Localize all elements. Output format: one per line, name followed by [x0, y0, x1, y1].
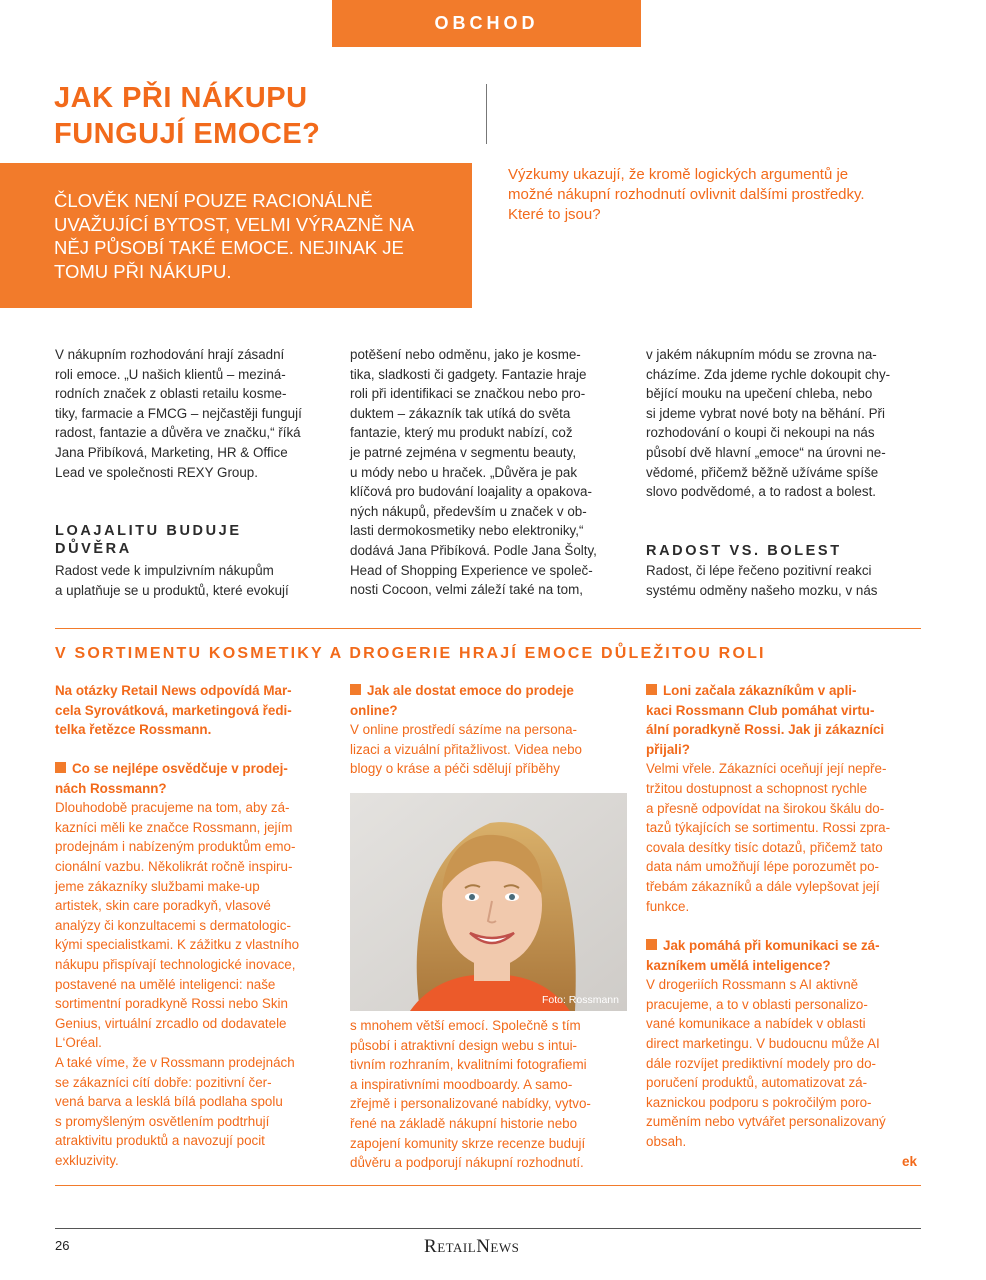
text-line: Radost vede k impulzivním nákupům: [55, 563, 274, 578]
answer-line: exkluzivity.: [55, 1152, 119, 1168]
footer-rule: [55, 1228, 921, 1229]
text-line: slovo podvědomé, a to radost a bolest.: [646, 484, 877, 500]
text-line: v jakém nákupním módu se zrovna na-: [646, 347, 877, 362]
box-title: V SORTIMENTU KOSMETIKY A DROGERIE HRAJÍ EMOCE DŮLEŽITOU ROLI: [55, 645, 766, 662]
headline-line: FUNGUJÍ EMOCE?: [54, 118, 321, 150]
text-line: vědomé, přičemž běžně užíváme spíše: [646, 464, 879, 480]
box-col-1-qa: [55, 759, 299, 1170]
perex: [508, 165, 928, 225]
text-line: rozhodování o koupi či nekoupi na nás: [646, 425, 875, 441]
answer-line: blogy o kráse a péči sdělují příběhy: [350, 761, 560, 777]
text-line: systému odměny našeho mozku, v nás: [646, 582, 878, 598]
answer-line: obsah.: [646, 1133, 687, 1149]
article-col-1-cont: [55, 561, 289, 600]
retailnews-logo: [424, 1235, 554, 1257]
box-col-3-qa: [646, 936, 886, 1152]
intro-line: cela Syrovátková, marketingová ředi-: [55, 702, 292, 718]
answer-line: zřejmě i personalizované nabídky, vytvo-: [350, 1096, 591, 1112]
article-col-3: [646, 345, 890, 502]
perex-line: Výzkumy ukazují, že kromě logických argumentů je: [508, 166, 849, 183]
vertical-divider: [486, 84, 487, 144]
box-col-2: [350, 681, 582, 779]
subhead-line: DŮVĚRA: [55, 540, 132, 557]
perex-line: možné nákupní rozhodnutí ovlivnit dalšími prostředky.: [508, 186, 865, 203]
lead-line: NĚJ PŮSOBÍ TAKÉ EMOCE. NEJINAK JE: [54, 237, 404, 258]
question-line: přijali?: [646, 741, 690, 757]
answer-line: funkce.: [646, 898, 690, 914]
text-line: ných nákupů, především u značek v ob-: [350, 503, 587, 519]
answer-line: kaznickou podporu s pokročilým poro-: [646, 1094, 872, 1110]
answer-line: řené na základě nákupní historie nebo: [350, 1115, 578, 1131]
svg-text:RETAILNEWS: RETAILNEWS: [424, 1236, 520, 1257]
answer-line: s mnohem větší emocí. Společně s tím: [350, 1018, 581, 1033]
question-line: ální poradkyně Rossi. Jak ji zákazníci: [646, 722, 885, 738]
text-line: Radost, či lépe řečeno pozitivní reakci: [646, 563, 872, 578]
question-line: kazníkem umělá inteligence?: [646, 957, 831, 973]
answer-line: poručení produktů, automatizovat zá-: [646, 1075, 868, 1091]
answer-line: a inspirativními moodboardy. A samo-: [350, 1076, 573, 1092]
lead-text: [54, 189, 454, 283]
answer-line: postavené na umělé inteligenci: naše: [55, 976, 276, 992]
answer-line: sortimentní poradkyně Rossi nebo Skin: [55, 996, 288, 1012]
answer-line: dále rozvíjet prediktivní modely pro do-: [646, 1055, 876, 1071]
headline-line: JAK PŘI NÁKUPU: [54, 82, 308, 114]
answer-line: V drogeriích Rossmann s AI aktivně: [646, 977, 859, 993]
answer-line: tivním rozhraním, kvalitními fotografiemi: [350, 1057, 587, 1073]
question-line: [646, 936, 886, 956]
text-line: duktem – zákazník tak utíká do světa: [350, 405, 571, 421]
question-text: Loni začala zákazníkům v apli-: [663, 683, 857, 698]
question-line: nách Rossmann?: [55, 780, 167, 796]
subhead-radost: [646, 543, 842, 561]
answer-line: A také víme, že v Rossmann prodejnách: [55, 1054, 295, 1070]
text-line: roli při identifikaci se značkou nebo pro-: [350, 386, 586, 402]
article-col-1: [55, 345, 302, 482]
answer-line: lizaci a vizuální přitažlivost. Videa nebo: [350, 741, 582, 757]
text-line: si jdeme vybrat nové boty na běhání. Při: [646, 405, 885, 421]
text-line: bějící mouku na upečení chleba, nebo: [646, 386, 873, 402]
lead-line: ČLOVĚK NENÍ POUZE RACIONÁLNĚ: [54, 190, 373, 211]
question-line: online?: [350, 702, 398, 718]
article-col-3-cont: [646, 561, 877, 600]
answer-line: Velmi vřele. Zákazníci oceňují její nepře-: [646, 761, 887, 777]
square-bullet-icon: [646, 939, 657, 950]
answer-line: zapojení komunity skrze recenze budují: [350, 1135, 586, 1151]
section-tag: OBCHOD: [332, 0, 641, 47]
answer-line: prodejnám i nabízeným produktům emo-: [55, 839, 296, 855]
answer-line: V online prostředí sázíme na persona-: [350, 722, 578, 738]
answer-line: důvěru a podporují nákupní rozhodnutí.: [350, 1155, 584, 1171]
answer-line: analýzy či konzultacemi s dermatologic-: [55, 917, 291, 933]
box-bottom-rule: [55, 1185, 921, 1186]
answer-line: se zákazníci cítí dobře: pozitivní čer-: [55, 1074, 272, 1090]
answer-line: nákupu přispívají technologické inovace,: [55, 956, 296, 972]
answer-line: a přesně odpovídat na širokou škálu do-: [646, 800, 885, 816]
text-line: Jana Přibíková, Marketing, HR & Office: [55, 444, 288, 460]
answer-line: tazů týkajících se sortimentu. Rossi zpra-: [646, 820, 891, 836]
box-col-3: [646, 681, 890, 916]
square-bullet-icon: [55, 762, 66, 773]
page-number: 26: [55, 1238, 70, 1253]
text-line: nosti Cocoon, velmi záleží také na tom,: [350, 582, 583, 598]
answer-line: tržitou dostupnost a schopnost rychle: [646, 780, 868, 796]
answer-line: atraktivitu produktů a navozují pocit: [55, 1133, 265, 1149]
article-col-2: [350, 345, 597, 600]
text-line: fantazie, který mu produkt nabízí, což: [350, 425, 573, 441]
question-line: [55, 759, 299, 779]
answer-line: vená barva a lesklá bílá podlaha spolu: [55, 1094, 283, 1110]
answer-line: covala desítky tisíc dotazů, přičemž tato: [646, 839, 883, 855]
photo-credit: Foto: Rossmann: [541, 994, 619, 1006]
answer-line: jeme zákazníky službami make-up: [55, 878, 260, 894]
text-line: dodává Jana Přibíková. Podle Jana Šolty,: [350, 542, 597, 558]
question-line: [350, 681, 582, 701]
text-line: je patrné zejména v segmentu beauty,: [350, 444, 577, 460]
text-line: tika, sladkosti či gadgety. Fantazie hraje: [350, 366, 587, 382]
text-line: u módy nebo u hraček. „Důvěra je pak: [350, 464, 578, 480]
question-text: Jak ale dostat emoce do prodeje: [367, 683, 574, 698]
answer-line: kazníci měli ke značce Rossmann, jejím: [55, 819, 293, 835]
answer-line: Genius, virtuální zrcadlo od dodavatele: [55, 1015, 287, 1031]
question-line: [646, 681, 890, 701]
box-top-rule: [55, 628, 921, 629]
answer-line: data nám umožňují lépe porozumět po-: [646, 859, 879, 875]
box-col-2-cont: [350, 1016, 591, 1173]
text-line: potěšení nebo odměnu, jako je kosme-: [350, 347, 581, 362]
text-line: Lead ve společnosti REXY Group.: [55, 464, 258, 480]
portrait-photo: [350, 793, 627, 1011]
text-line: lasti dermokosmetiky nebo elektroniky,“: [350, 523, 584, 539]
text-line: Head of Shopping Experience ve společ-: [350, 562, 593, 578]
lead-line: TOMU PŘI NÁKUPU.: [54, 260, 232, 282]
question-text: Jak pomáhá při komunikaci se zá-: [663, 938, 880, 953]
text-line: klíčová pro budování loajality a opakova-: [350, 484, 592, 500]
question-line: kaci Rossmann Club pomáhat virtu-: [646, 702, 875, 718]
portrait-illustration: [350, 793, 627, 1011]
answer-line: zuměním nebo vytvářet personalizovaný: [646, 1114, 886, 1130]
subhead-line: RADOST VS. BOLEST: [646, 543, 842, 559]
answer-line: direct marketingu. V budoucnu může AI: [646, 1035, 880, 1051]
author-signature: ek: [902, 1154, 918, 1169]
headline: [54, 80, 474, 152]
box-col-1: [55, 681, 292, 740]
text-line: rodních značek z oblasti retailu kosme-: [55, 386, 287, 402]
answer-line: působí i atraktivní design webu s intui-: [350, 1037, 578, 1053]
text-line: roli emoce. „U našich klientů – meziná-: [55, 366, 286, 382]
answer-line: artistek, skin care poradkyň, vlasové: [55, 898, 271, 914]
text-line: cházíme. Zda jdeme rychle dokoupit chy-: [646, 366, 891, 382]
intro-line: Na otázky Retail News odpovídá Mar-: [55, 683, 292, 698]
text-line: radost, fantazie a důvěra ve značku,“ říká: [55, 425, 301, 441]
answer-line: pracujeme, a to v oblasti personalizo-: [646, 996, 868, 1012]
perex-line: Které to jsou?: [508, 206, 601, 223]
answer-line: Dlouhodobě pracujeme na tom, aby zá-: [55, 800, 290, 816]
lead-line: UVAŽUJÍCÍ BYTOST, VELMI VÝRAZNĚ NA: [54, 213, 415, 235]
text-line: působí dvě hlavní „emoce“ na úrovni ne-: [646, 444, 886, 460]
answer-line: kými specialistkami. K zážitku z vlastního: [55, 937, 300, 953]
answer-line: s promyšleným osvětlením podtrhují: [55, 1113, 270, 1129]
text-line: tiky, farmacie a FMCG – nejčastěji fungují: [55, 405, 302, 421]
square-bullet-icon: [646, 684, 657, 695]
square-bullet-icon: [350, 684, 361, 695]
answer-line: třebám zákazníků a dále vylepšovat její: [646, 878, 880, 894]
answer-line: cionální vazbu. Několikrát ročně inspiru-: [55, 858, 293, 874]
text-line: V nákupním rozhodování hrají zásadní: [55, 347, 285, 362]
subhead-loajalita: [55, 523, 242, 558]
question-text: Co se nejlépe osvědčuje v prodej-: [72, 761, 288, 776]
subhead-line: LOAJALITU BUDUJE: [55, 523, 242, 539]
intro-line: telka řetězce Rossmann.: [55, 722, 212, 738]
answer-line: L‘Oréal.: [55, 1035, 102, 1051]
text-line: a uplatňuje se u produktů, které evokují: [55, 582, 289, 598]
answer-line: vané komunikace a nabídek v oblasti: [646, 1016, 866, 1032]
